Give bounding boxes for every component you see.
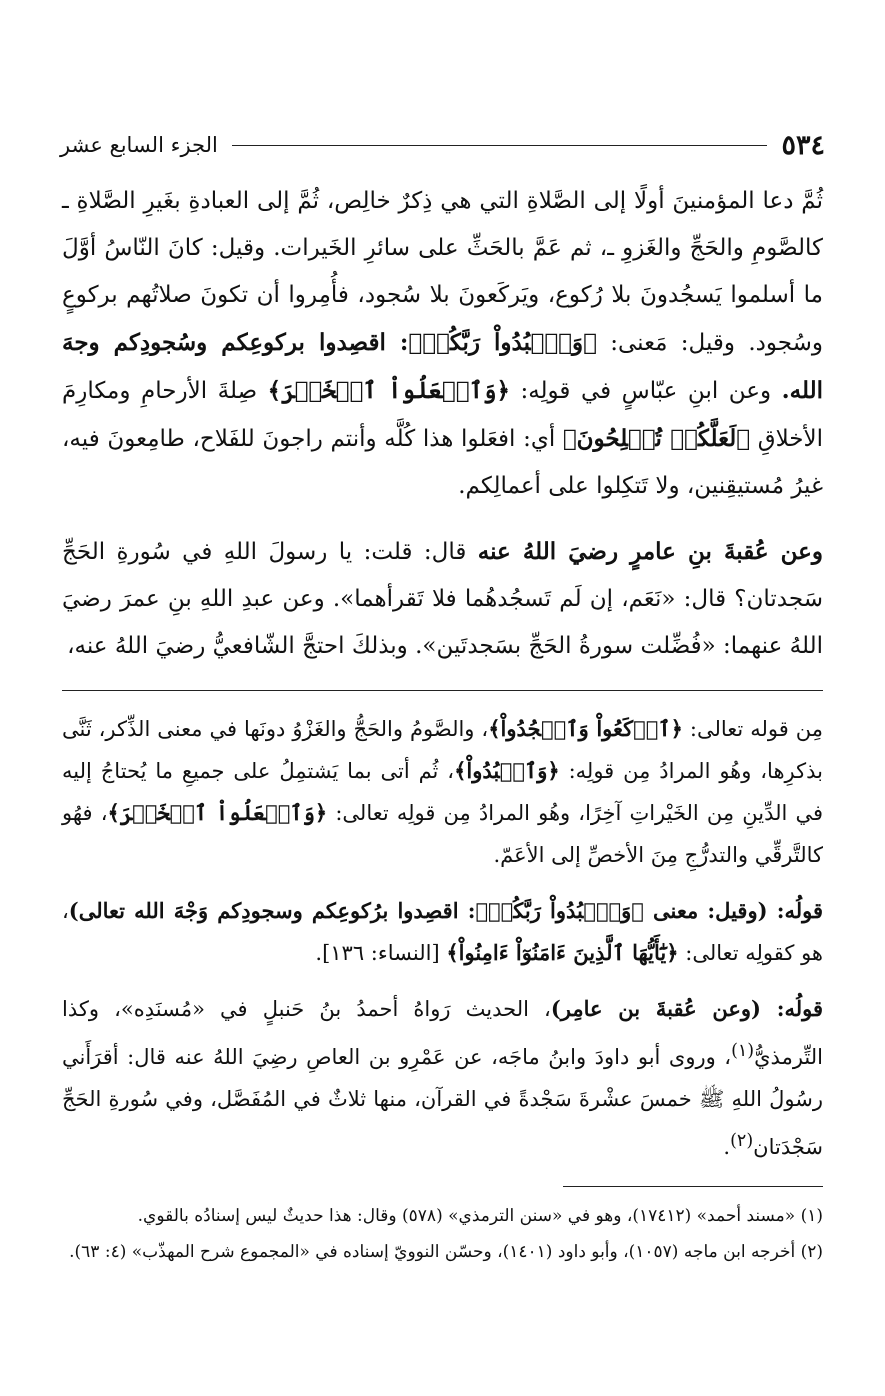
page-number: ٥٣٤ [781,129,825,161]
text-span: صِلةَ الأرحامِ ومكارِمَ الأخلاقِ [62,378,824,452]
main-text [62,178,823,670]
text-span: ، فهُو كالتَّرقِّي والتدرُّجِ مِنَ الأخصِّ إلى الأعَمّ. [62,801,823,867]
bold-span: قولُه: (وعن عُقبةَ بن عامِر) [550,996,823,1021]
text-span: [النساء: ١٣٦]. [315,941,447,965]
quran-quote: ﴿وَٱعۡبُدُواْ رَبَّكُمۡ﴾ [408,329,597,356]
part-title: الجزء السابع عشر [60,133,218,157]
text-span: ، ثُم أتى بما يَشتمِلُ على جميعِ ما يُحتاجُ إليه في الدِّينِ مِن الخَيْراتِ آخِرًا، وهُو المرادُ مِن قولِه تعالى: [62,759,823,825]
footnote-1: (١) «مسند أحمد» (١٧٤١٢)، وهو في «سنن الترمذي» (٥٧٨) وقال: هذا حديثٌ ليس إسنادُه بالقوي. [137,1206,823,1226]
quran-quote: ﴿وَٱعۡبُدُواْ رَبَّكُمۡ﴾ [475,898,644,923]
quran-quote: ﴿يَٰٓأَيُّهَا ٱلَّذِينَ ءَامَنُوٓاْ ءَامِنُواْ﴾ [446,940,679,965]
quran-quote: ﴿وَٱفۡعَلُواْ ٱلۡخَيۡرَ﴾ [267,377,510,404]
page-header [60,128,825,162]
text-span: ثُمَّ دعا المؤمنينَ أولًا إلى الصَّلاةِ التي هي ذِكرٌ خالِص، ثُمَّ إلى العبادةِ بغَيرِ الصَّلاةِ ـ كالصَّومِ والحَجِّ والغَزوِ ـ، ثم عَمَّ بالحَثِّ على سائرِ الخَيرات. وقيل: كانَ النّاسُ أوَّلَ ما أسلموا يَسجُدونَ بلا رُكوع، ويَركَعونَ بلا سُجود، فأُمِروا أن تكونَ صلاتُهم بركوعٍ وسُجود. وقيل: مَعنى: [62,188,823,356]
footnote-divider [563,1186,823,1187]
text-span: مِن قوله تعالى: [682,717,823,741]
section-divider [62,690,823,691]
quran-quote: ﴿لَعَلَّكُمۡ تُفۡلِحُونَ﴾ [562,425,751,452]
text-span: قال: قلت: يا رسولَ اللهِ في سُورةِ الحَجِّ سَجدتان؟ قال: «نَعَم، إن لَم تَسجُدهُما فلا تَقرأهما». وعن عبدِ اللهِ بنِ عمرَ رضيَ اللهُ عنهما: «فُضِّلت سورةُ الحَجِّ بسَجدتَين». وبذلكَ احتجَّ الشّافعيُّ رضيَ اللهُ عنه، [62,539,823,659]
quran-quote: ﴿وَٱفۡعَلُواْ ٱلۡخَيۡرَ﴾ [107,800,328,825]
bold-span: قولُه: (وقيل: معنى [643,898,823,923]
text-span: . [723,1135,731,1159]
commentary-paragraph-1 [62,708,823,876]
text-span: ، هو كقولِه تعالى: [62,899,823,965]
text-span: أي: افعَلوا هذا كُلَّه وأنتم راجونَ للفَلاح، طامِعونَ فيه، غيرُ مُستيقِنين، ولا تَتكِلوا على أعمالِكم. [62,426,823,499]
bold-span: وعن عُقبةَ بنِ عامرٍ رضيَ اللهُ عنه [477,538,824,565]
quran-quote: ﴿ٱرۡكَعُواْ وَٱسۡجُدُواْ﴾ [488,716,683,741]
header-rule [232,145,768,146]
main-paragraph-1 [62,178,823,510]
text-span: ، وروى أبو داودَ وابنُ ماجَه، عن عَمْرِو بن العاصِ رضِيَ اللهُ عنه قال: أقرَأَني رسُولُ اللهِ ﷺ خمسَ عشْرةَ سَجْدةً في القرآن، منها ثلاثٌ في المُفَصَّل، وفي سُورةِ الحَجِّ سَجْدَتان [62,1045,823,1159]
commentary-text [62,708,823,1168]
text-span: وعن ابنِ عبّاسٍ في قولِه: [509,378,782,404]
commentary-paragraph-2 [62,890,823,974]
footnotes [62,1198,823,1270]
quran-quote: ﴿وَٱعۡبُدُواْ﴾ [454,758,560,783]
footnote-2: (٢) أخرجه ابن ماجه (١٠٥٧)، وأبو داود (١٤٠١)، وحسّن النوويّ إسناده في «المجموع شرح المهذّب» (٤: ٦٣). [69,1242,823,1262]
footnote-ref-1[interactable]: (١) [731,1041,755,1061]
footnote-ref-2[interactable]: (٢) [730,1131,754,1151]
bold-span: : اقصِدوا بركوعِكم وسُجودِكم وجهَ الله. [62,329,823,404]
bold-span: : اقصِدوا برُكوعِكم وسجودِكم وَجْهَ الله تعالى) [68,898,476,923]
commentary-paragraph-3 [62,988,823,1168]
main-paragraph-2 [62,528,823,670]
text-span: ، الحديث رَواهُ أحمدُ بنُ حَنبلٍ في «مُسنَدِه»، وكذا التِّرمذيُّ [62,997,823,1069]
text-span: ، والصَّومُ والحَجُّ والغَزْوُ دونَها في معنى الذِّكر، ثَنَّى بذكرِها، وهُو المرادُ مِن قولِه: [62,717,823,783]
